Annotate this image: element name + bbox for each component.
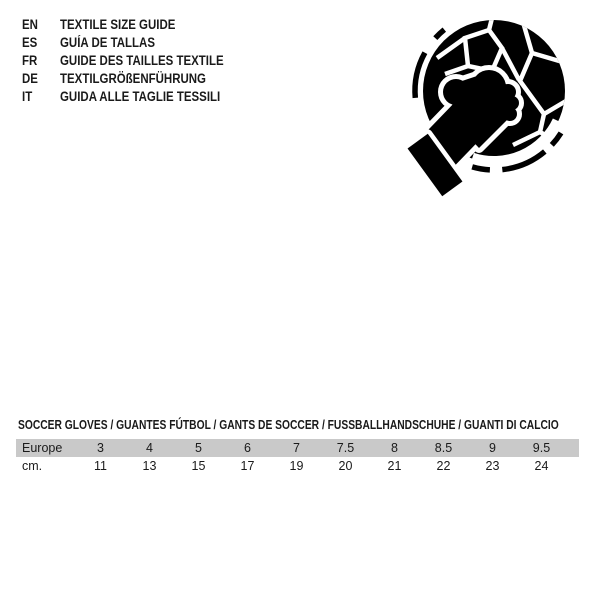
size-value: 24 (517, 457, 566, 475)
size-value: 21 (370, 457, 419, 475)
language-label: TEXTILE SIZE GUIDE (60, 17, 176, 32)
language-label: GUIDE DES TAILLES TEXTILE (60, 53, 224, 68)
size-value: 4 (125, 439, 174, 457)
size-value: 19 (272, 457, 321, 475)
size-value: 11 (76, 457, 125, 475)
filler-cell (566, 457, 579, 475)
size-value: 23 (468, 457, 517, 475)
language-code: DE (22, 71, 38, 86)
size-value: 22 (419, 457, 468, 475)
size-value: 5 (174, 439, 223, 457)
size-value: 17 (223, 457, 272, 475)
language-row-it (22, 88, 253, 106)
size-table-row-cm (16, 457, 579, 475)
language-row-es (22, 34, 253, 52)
language-list (22, 16, 253, 106)
size-table-row-europe (16, 439, 579, 457)
size-value: 20 (321, 457, 370, 475)
size-table-title: SOCCER GLOVES / GUANTES FÚTBOL / GANTS DE SOCCER / FUSSBALLHANDSCHUHE / GUANTI DI CALCIO (18, 417, 559, 432)
size-value: 6 (223, 439, 272, 457)
language-label: GUÍA DE TALLAS (60, 35, 155, 50)
language-code: FR (22, 53, 38, 68)
size-value: 9 (468, 439, 517, 457)
size-value: 7.5 (321, 439, 370, 457)
size-table (16, 439, 579, 475)
language-row-de (22, 70, 253, 88)
language-code: ES (22, 35, 38, 50)
size-value: 3 (76, 439, 125, 457)
size-value: 8.5 (419, 439, 468, 457)
filler-cell (566, 439, 579, 457)
language-code: IT (22, 89, 33, 104)
language-row-en (22, 16, 253, 34)
size-value: 15 (174, 457, 223, 475)
language-row-fr (22, 52, 253, 70)
size-value: 7 (272, 439, 321, 457)
language-label: GUIDA ALLE TAGLIE TESSILI (60, 89, 221, 104)
size-value: 9.5 (517, 439, 566, 457)
size-value: 13 (125, 457, 174, 475)
goalkeeper-glove-ball-icon (399, 8, 589, 198)
row-label-cm: cm. (16, 457, 76, 475)
row-label-europe: Europe (16, 439, 76, 457)
language-label: TEXTILGRÖßENFÜHRUNG (60, 71, 206, 86)
size-value: 8 (370, 439, 419, 457)
language-code: EN (22, 17, 38, 32)
